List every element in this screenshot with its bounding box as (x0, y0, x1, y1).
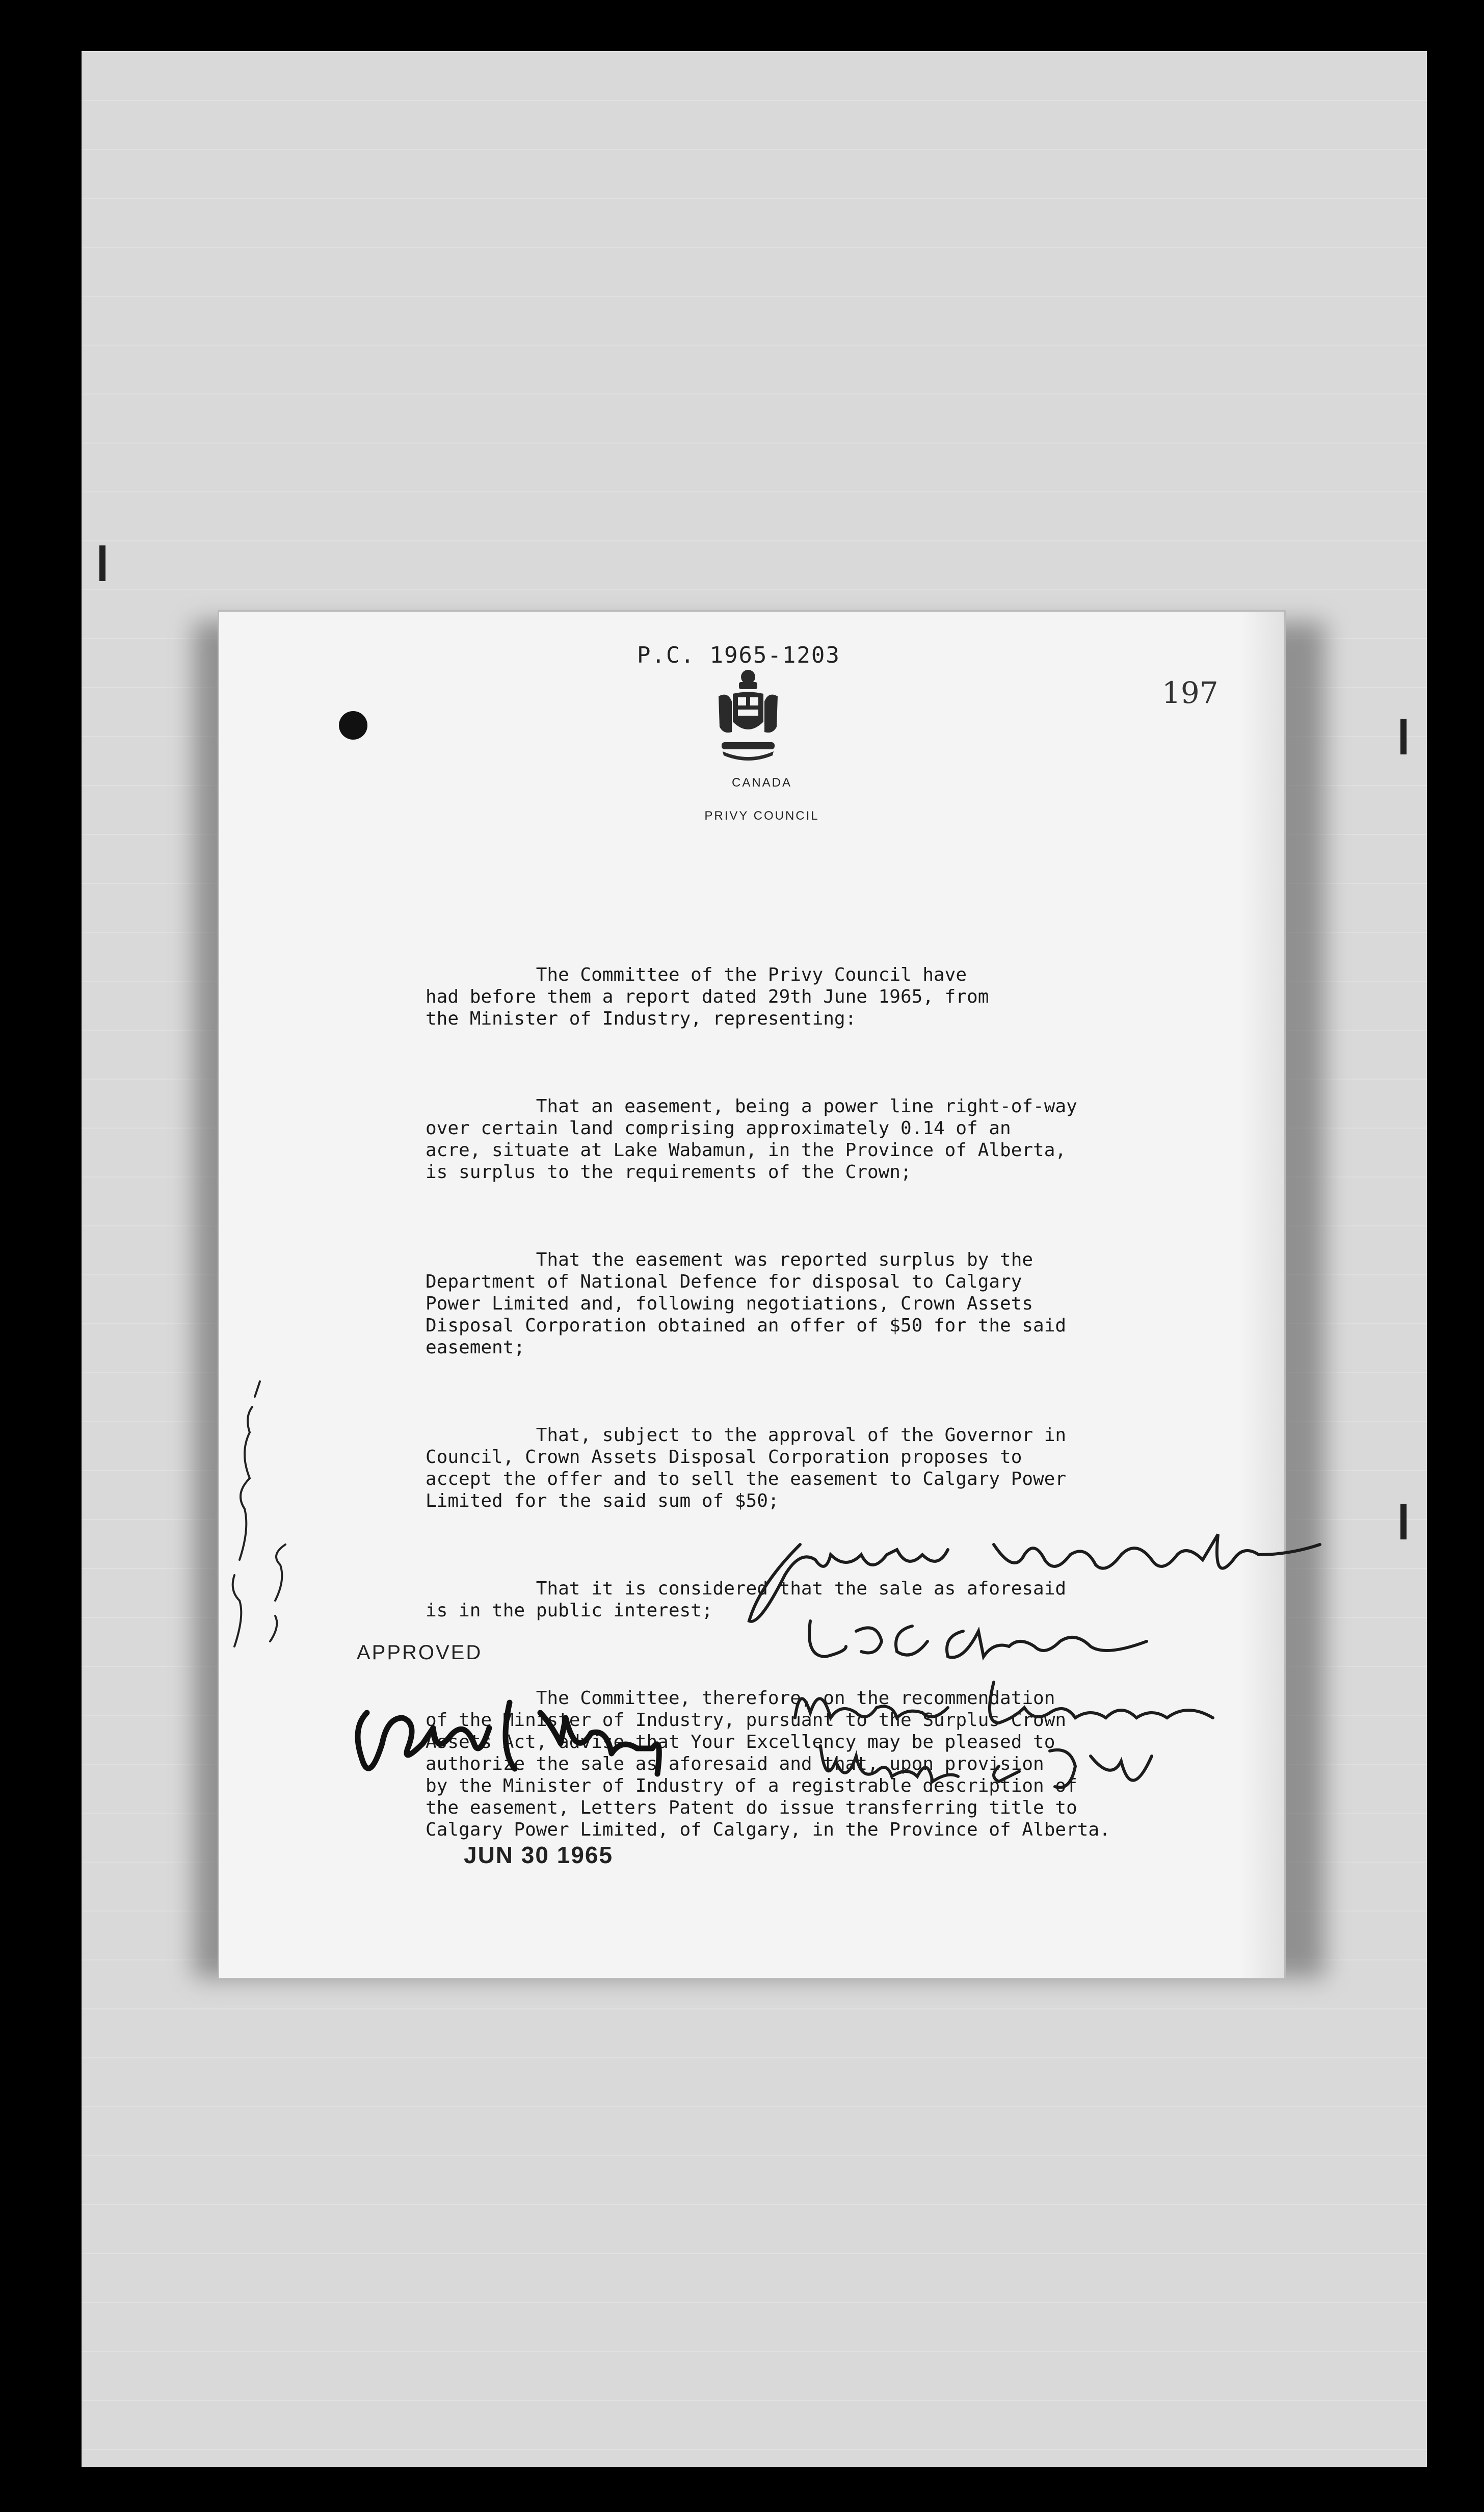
paragraph-public-interest: That it is considered that the sale as aforesaid is in the public interest; (426, 1578, 1067, 1621)
paragraph-report: The Committee of the Privy Council have had before them a report dated 29th June 1965, from the Minister of Industry, representing: (426, 964, 989, 1029)
approval-date-stamp: JUN 30 1965 (464, 1842, 614, 1868)
margin-handwritten-note (204, 1376, 306, 1662)
paragraph-approval: That, subject to the approval of the Governor in Council, Crown Assets Disposal Corporation proposes to accept the offer and to sell the easement to Calgary Power Limited for the said sum of $50; (426, 1425, 1067, 1511)
council-label: PRIVY COUNCIL (704, 809, 819, 823)
paragraph-recommendation: The Committee, therefore, on the recommendation of the Minister of Industry, pursuant to the Surplus Crown Assets Act, advise that Your Excellency may be pleased to authorize the sale as aforesaid and that, upon provision by the Minister of Industry of a registrable description of the easement, Letters Patent do issue transferring title to Calgary Power Limited, of Calgary, in the Province of Alberta. (426, 1688, 1110, 1840)
approved-label: APPROVED (357, 1641, 483, 1664)
signature-minister-4 (805, 1725, 1172, 1802)
page-number: 197 (1162, 675, 1218, 710)
governor-general-signature (347, 1682, 678, 1799)
backing-tick-right (1400, 719, 1407, 754)
backing-tick-right-lower (1400, 1504, 1407, 1539)
coat-of-arms-icon (712, 666, 784, 763)
signature-minister-2 (790, 1601, 1198, 1672)
backing-tick-left (99, 545, 105, 581)
punch-hole (339, 711, 367, 740)
paragraph-easement: That an easement, being a power line right-of-way over certain land comprising approximately 0.14 of an acre, situate at Lake Wabamun, in the Province of Alberta, is surplus to the requirements of the Crown; (426, 1096, 1077, 1183)
order-in-council-page (219, 612, 1284, 1978)
country-label: CANADA (731, 776, 792, 790)
paragraph-surplus: That the easement was reported surplus by the Department of National Defence for disposal to Calgary Power Limited and, following negotiations, Crown Assets Disposal Corporation obtained an offer of $50 for the said easement; (426, 1249, 1067, 1358)
order-number: P.C. 1965-1203 (637, 642, 840, 668)
